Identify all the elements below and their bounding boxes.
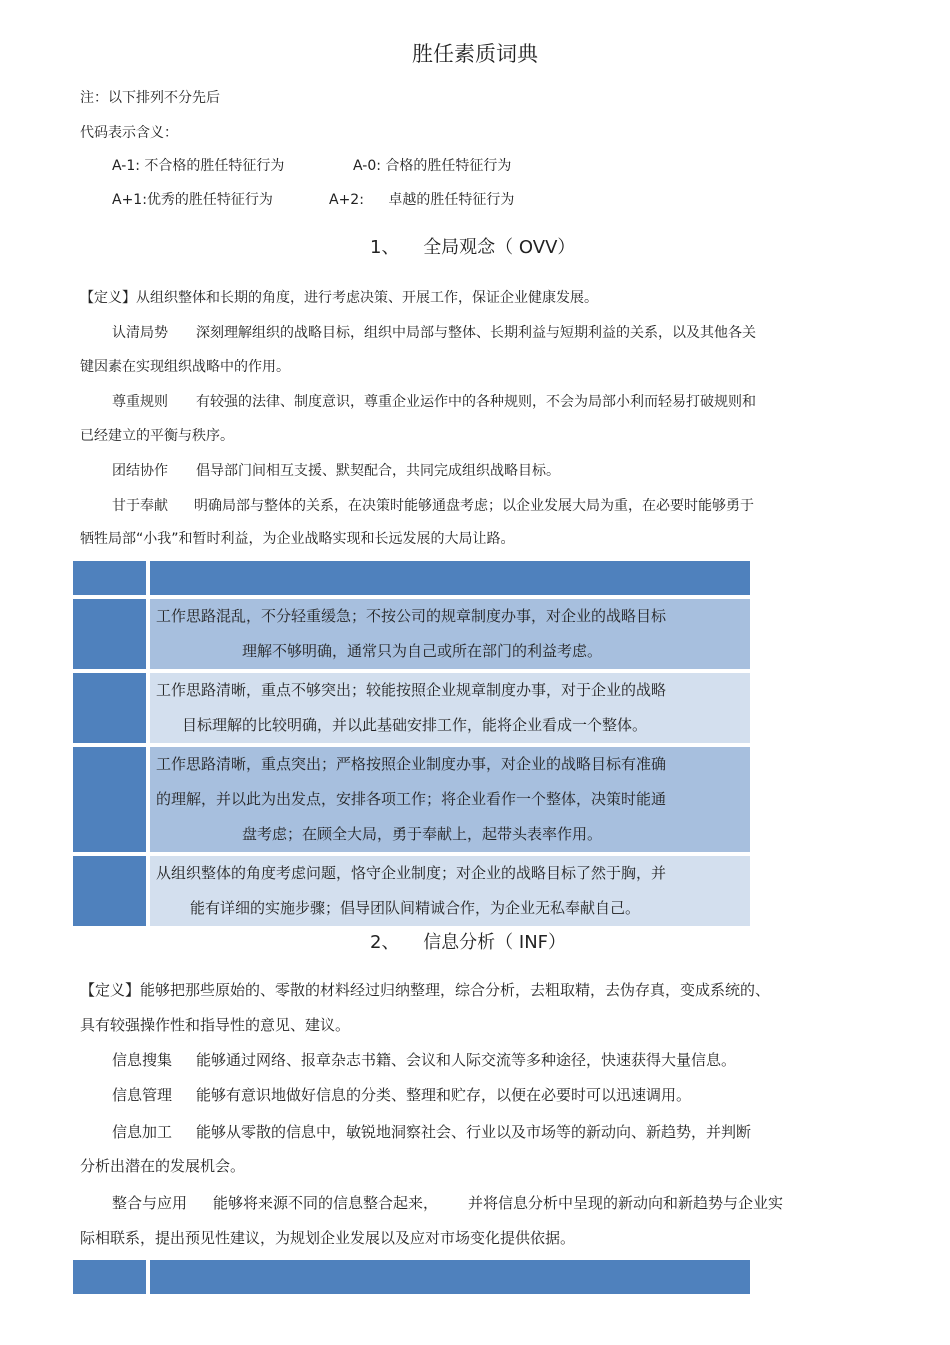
s2-item-3 <box>112 1121 751 1142</box>
level-cell <box>73 599 148 669</box>
desc-line: 盘考虑；在顾全大局，勇于奉献上，起带头表率作用。 <box>242 825 603 843</box>
item-term: 甘于奉献 <box>112 498 168 514</box>
code-label: A+1: <box>112 192 147 208</box>
item-text: 能够通过网络、报章杂志书籍、会议和人际交流等多种途径，快速获得大量信息。 <box>196 1051 737 1069</box>
table-row <box>73 856 750 926</box>
code-meaning: 优秀的胜任特征行为 <box>146 192 273 208</box>
item-text: 能够将来源不同的信息整合起来， <box>213 1194 439 1212</box>
s2-item-4 <box>112 1192 783 1213</box>
item-text: 倡导部门间相互支援、默契配合，共同完成组织战略目标。 <box>196 463 560 479</box>
desc-line: 工作思路混乱，不分轻重缓急；不按公司的规章制度办事，对企业的战略目标 <box>156 607 667 625</box>
item-term: 整合与应用 <box>112 1194 188 1212</box>
s2-item-4-cont: 际相联系，提出预见性建议，为规划企业发展以及应对市场变化提供依据。 <box>80 1229 576 1247</box>
definition-text: 从组织整体和长期的角度，进行考虑决策、开展工作，保证企业健康发展。 <box>136 290 598 306</box>
item-term: 信息搜集 <box>112 1051 173 1069</box>
s2-item-3-cont: 分析出潜在的发展机会。 <box>80 1157 246 1175</box>
desc-cell <box>148 599 750 669</box>
table-row <box>73 673 750 743</box>
item-term: 信息管理 <box>112 1086 173 1104</box>
desc-line: 的理解，并以此为出发点，安排各项工作；将企业看作一个整体，决策时能通 <box>156 790 667 808</box>
item-text: 能够从零散的信息中，敏锐地洞察社会、行业以及市场等的新动向、新趋势，并判断 <box>196 1123 752 1141</box>
desc-cell <box>148 673 750 743</box>
table-header-row <box>73 1260 750 1294</box>
code-meaning: 不合格的胜任特征行为 <box>144 158 285 174</box>
code-label: A-0: <box>353 158 381 174</box>
item-term: 团结协作 <box>112 463 168 479</box>
s2-item-1 <box>112 1049 736 1070</box>
table-header-row <box>73 561 750 595</box>
code-a-plus-2 <box>329 189 514 209</box>
section-1-rating-table <box>73 561 750 926</box>
desc-line: 目标理解的比较明确，并以此基础安排工作，能将企业看成一个整体。 <box>182 716 648 734</box>
desc-cell <box>148 747 750 852</box>
code-label: A-1: <box>112 158 140 174</box>
header-desc-cell <box>148 1260 750 1294</box>
code-a-minus-1 <box>112 155 284 175</box>
section-title: 全局观念（ OVV） <box>423 237 576 258</box>
section-number: 1、 <box>370 237 400 258</box>
s1-item-4-cont: 牺牲局部“小我”和暂时利益，为企业战略实现和长远发展的大局让路。 <box>80 531 515 547</box>
desc-line: 能有详细的实施步骤；倡导团队间精诚合作，为企业无私奉献自己。 <box>190 899 641 917</box>
item-text: 能够有意识地做好信息的分类、整理和贮存，以便在必要时可以迅速调用。 <box>196 1086 692 1104</box>
section-2-rating-table <box>73 1260 750 1294</box>
s1-item-1-cont: 键因素在实现组织战略中的作用。 <box>80 359 290 375</box>
item-term: 认清局势 <box>112 325 168 341</box>
level-cell <box>73 747 148 852</box>
desc-line: 从组织整体的角度考虑问题，恪守企业制度；对企业的战略目标了然于胸，并 <box>156 864 667 882</box>
code-meaning: 合格的胜任特征行为 <box>385 158 512 174</box>
note-text: 注：以下排列不分先后 <box>80 90 220 106</box>
page-title: 胜任素质词典 <box>412 42 538 66</box>
item-text-cont: 并将信息分析中呈现的新动向和新趋势与企业实 <box>468 1194 784 1212</box>
table-row <box>73 599 750 669</box>
s1-item-4 <box>112 495 754 515</box>
s1-item-1 <box>112 322 756 342</box>
section-1-definition <box>80 287 598 307</box>
code-label: A+2: <box>329 192 364 208</box>
definition-label: 【定义】 <box>80 981 141 999</box>
section-1-heading <box>370 233 575 259</box>
section-2-definition <box>80 979 770 1000</box>
section-2-heading <box>370 928 566 954</box>
desc-line: 工作思路清晰，重点突出；严格按照企业制度办事，对企业的战略目标有准确 <box>156 755 667 773</box>
definition-text: 能够把那些原始的、零散的材料经过归纳整理，综合分析，去粗取精，去伪存真，变成系统的、 <box>140 981 771 999</box>
table-row <box>73 747 750 852</box>
desc-line: 理解不够明确，通常只为自己或所在部门的利益考虑。 <box>242 642 603 660</box>
section-title: 信息分析（ INF） <box>423 932 567 953</box>
item-text: 有较强的法律、制度意识，尊重企业运作中的各种规则，不会为局部小利而轻易打破规则和 <box>196 394 756 410</box>
item-term: 信息加工 <box>112 1123 173 1141</box>
definition-label: 【定义】 <box>80 290 136 306</box>
desc-line: 工作思路清晰，重点不够突出；较能按照企业规章制度办事，对于企业的战略 <box>156 681 667 699</box>
code-intro: 代码表示含义： <box>80 125 178 141</box>
code-meaning: 卓越的胜任特征行为 <box>388 192 515 208</box>
header-level-cell <box>73 561 148 595</box>
section-2-definition-cont: 具有较强操作性和指导性的意见、建议。 <box>80 1016 351 1034</box>
item-text: 明确局部与整体的关系，在决策时能够通盘考虑；以企业发展大局为重，在必要时能够勇于 <box>194 498 754 514</box>
level-cell <box>73 673 148 743</box>
item-text: 深刻理解组织的战略目标，组织中局部与整体、长期利益与短期利益的关系，以及其他各关 <box>196 325 756 341</box>
header-level-cell <box>73 1260 148 1294</box>
s1-item-3 <box>112 460 560 480</box>
desc-cell <box>148 856 750 926</box>
header-desc-cell <box>148 561 750 595</box>
code-a-0 <box>353 155 511 175</box>
s1-item-2 <box>112 391 756 411</box>
level-cell <box>73 856 148 926</box>
s2-item-2 <box>112 1084 691 1105</box>
s1-item-2-cont: 已经建立的平衡与秩序。 <box>80 428 234 444</box>
code-a-plus-1 <box>112 189 273 209</box>
section-number: 2、 <box>370 932 400 953</box>
item-term: 尊重规则 <box>112 394 168 410</box>
